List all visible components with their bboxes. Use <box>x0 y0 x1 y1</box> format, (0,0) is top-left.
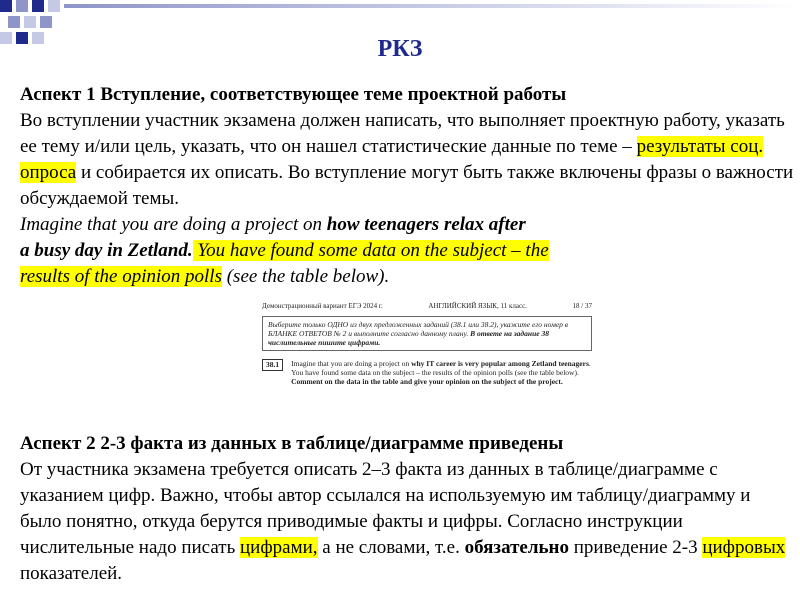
text-segment: Выберите только ОДНО из двух предложенных заданий (38.1 или 38.2), укажите его номер в БЛАНКЕ ОТВЕТОВ № 2 и выполните согласно данному плану. <box>268 320 569 338</box>
snippet-header <box>262 302 592 310</box>
text-segment: и собирается их описать. Во вступление могут быть также включены фразы о важности обсуждаемой темы. <box>20 162 794 209</box>
highlight-segment: You have found some data on the subject – the <box>192 240 549 261</box>
snippet-header-left: Демонстрационный вариант ЕГЭ 2024 г. <box>262 302 383 310</box>
top-rule <box>64 4 800 8</box>
bold-segment: В ответе на задание 38 числительные пишите цифрами. <box>268 329 549 347</box>
text-segment: а не словами, т.е. <box>317 537 465 558</box>
text-segment: От участника экзамена требуется описать 2–3 факта из данных в таблице/диаграмме с указанием цифр. Важно, чтобы автор ссылался на используемую им таблицу/диаграмму и было понятно, откуда берутся приводимые факты и цифры. Согласно инструкции числительные надо писать <box>20 459 751 558</box>
text-segment: . You have found some data on the subject – the results of the opinion polls (see the table below). <box>291 359 591 377</box>
aspect-2-section <box>20 431 795 587</box>
snippet-instruction-box <box>262 316 592 351</box>
aspect-1-heading: Аспект 1 Вступление, соответствующее теме проектной работы <box>20 84 567 105</box>
aspect-2-text <box>20 457 795 587</box>
text-segment: Imagine that you are doing a project on <box>291 359 412 368</box>
bold-segment: a busy day in Zetland. <box>20 240 193 261</box>
square <box>0 0 12 12</box>
bold-segment: how teenagers relax after <box>326 214 526 235</box>
slide-title: РКЗ <box>377 36 423 62</box>
highlight-segment: цифрами, <box>239 537 318 558</box>
snippet-header-right: 18 / 37 <box>572 302 592 310</box>
aspect-2-heading: Аспект 2 2-3 факта из данных в таблице/диаграмме приведены <box>20 433 564 454</box>
square <box>16 0 28 12</box>
english-prompt-line-3 <box>20 264 795 290</box>
text-segment: (see the table below). <box>221 266 390 287</box>
text-segment: приведение 2-3 <box>569 537 703 558</box>
square <box>24 16 36 28</box>
bold-segment: why IT career is very popular among Zetland teenagers <box>411 359 589 368</box>
english-prompt-line-2 <box>20 238 795 264</box>
aspect-1-section <box>20 82 795 290</box>
text-segment: показателей. <box>20 563 123 584</box>
highlight-segment: results of the opinion polls <box>20 266 222 287</box>
highlight-segment: цифровых <box>702 537 786 558</box>
snippet-header-mid: АНГЛИЙСКИЙ ЯЗЫК, 11 класс. <box>428 302 527 310</box>
bold-segment: обязательно <box>464 537 569 558</box>
exam-snippet-image <box>262 302 592 428</box>
square <box>40 16 52 28</box>
square <box>32 0 44 12</box>
english-prompt-line-1 <box>20 212 795 238</box>
snippet-task <box>262 359 592 386</box>
text-segment: Во вступлении участник экзамена должен написать, что выполняет проектную работу, указать ее тему и/или цель, указать, что он нашел статистические данные по теме – <box>20 110 785 157</box>
highlight-segment: результаты соц. опроса <box>20 136 764 183</box>
aspect-1-text <box>20 108 795 212</box>
task-number: 38.1 <box>262 359 283 371</box>
task-text <box>291 359 592 386</box>
bold-segment: Comment on the data in the table and give your opinion on the subject of the project. <box>291 377 563 386</box>
square <box>48 0 60 12</box>
square <box>8 16 20 28</box>
text-segment: Imagine that you are doing a project on <box>20 214 327 235</box>
